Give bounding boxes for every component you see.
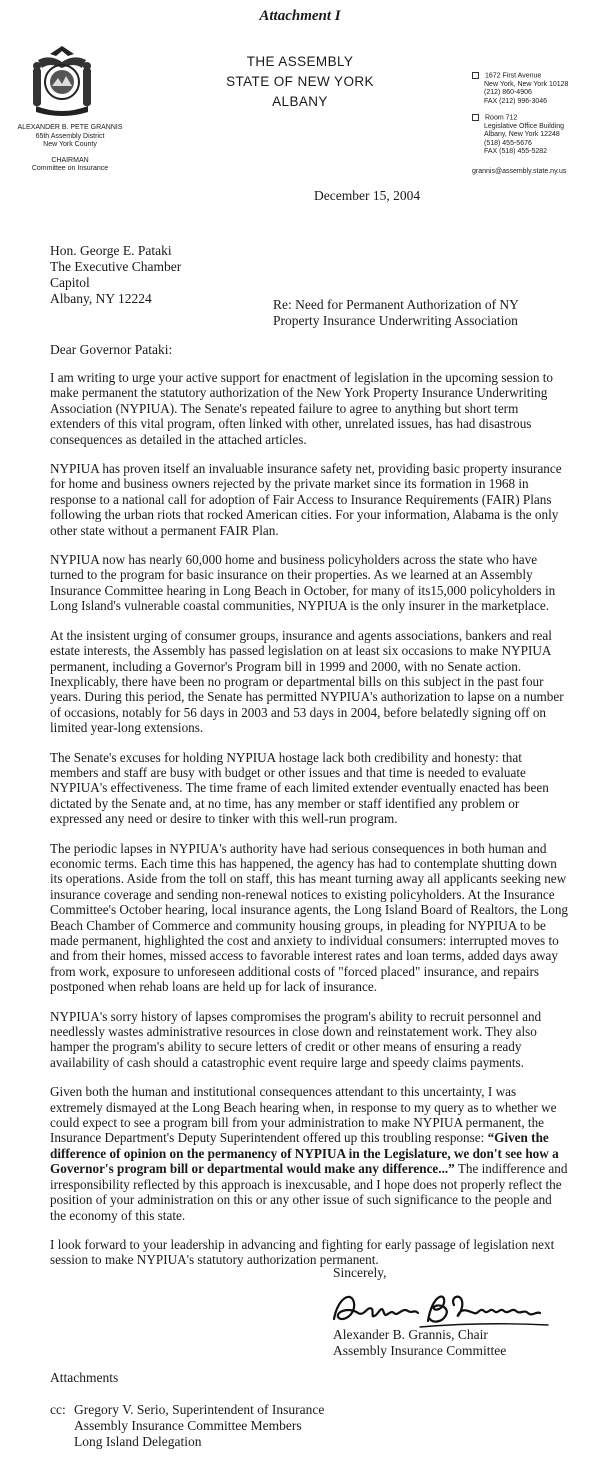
office2-fax: FAX (518) 455-5282: [484, 148, 548, 156]
email-address: grannis@assembly.state.ny.us: [472, 168, 567, 175]
attachment-title: Attachment I: [259, 8, 341, 24]
body-paragraph: NYPIUA now has nearly 60,000 home and business policyholders across the state who have turned to the program for basic insurance on their properties. As we learned at an Assembly Insurance Committee hearing in Long Beach in October, for many of its15,000 policyholders in Long Island's vulnerable coastal communities, NYPIUA is the only insurer in the marketplace.: [50, 552, 556, 614]
member-county: New York County: [43, 141, 97, 148]
office1-address1: 1672 First Avenue: [485, 72, 542, 80]
office2-phone: (518) 455-5676: [484, 139, 532, 147]
signature: [328, 1283, 558, 1333]
cc-recipient: Gregory V. Serio, Superintendent of Insurance: [74, 1402, 325, 1417]
body-paragraph: At the insistent urging of consumer groups, insurance and agents associations, bankers and real estate interests, the Assembly has passed legislation on at least six occasions to make NYPIUA permanent, including a Governor's Program bill in 1999 and 2000, with no Senate action. Inexplicably, there have been no program or departmental bills on this subject in the past four years. During this period, the Senate has permitted NYPIUA's authorization to lapse on a number of occasions, notably for 56 days in 2003 and 53 days in 2004, before belatedly signing off on limited year-long extensions.: [50, 627, 564, 736]
body-paragraph: I am writing to urge your active support for enactment of legislation in the upcoming session to make permanent the statutory authorization of the New York Property Insurance Underwriting Association (NYPIUA). The Senate's repeated failure to agree to anything but short term extenders of this vital program, often linked with other, unrelated issues, has had disastrous consequences as detailed in the attached articles.: [50, 370, 553, 447]
office2-address2: Legislative Office Building: [484, 122, 565, 130]
checkbox-icon: [472, 72, 479, 79]
member-district: 65th Assembly District: [35, 132, 105, 140]
member-name: ALEXANDER B. PETE GRANNIS: [17, 124, 123, 131]
letter-body: [50, 370, 570, 1282]
signer-name: Alexander B. Grannis, Chair: [333, 1327, 488, 1342]
attachments-label: Attachments: [50, 1370, 119, 1385]
letterhead-state: STATE OF NEW YORK: [226, 74, 374, 89]
district-office: [472, 72, 597, 106]
addressee-line: Albany, NY 12224: [50, 291, 152, 306]
cc-recipient: Long Island Delegation: [74, 1434, 202, 1449]
addressee-line: Capitol: [50, 275, 90, 290]
addressee-line: Hon. George E. Pataki: [50, 243, 172, 258]
chair-title: CHAIRMAN: [51, 156, 89, 164]
albany-office: [472, 114, 597, 157]
cc-list: [50, 1402, 324, 1450]
body-paragraph: NYPIUA's sorry history of lapses compromises the program's ability to recruit personnel and needlessly wastes administrative resources in close down and reinstatement work. They also hamper the program's ability to secure letters of credit or other means of ensuring a ready availability of cash should a catastrophic event require large and speedy claims payments.: [50, 1008, 542, 1070]
body-paragraph: The Senate's excuses for holding NYPIUA hostage lack both credibility and honesty: that members and staff are busy with budget or other issues and that time is needed to evaluate NYPIUA's effectiveness. The time frame of each limited extender eventually enacted has been dictated by the Senate and, at no time, has any member or staff identified any problem or expressed any need or desire to tinker with this well-run program.: [50, 749, 549, 827]
office1-address2: New York, New York 10128: [484, 80, 569, 88]
body-paragraph-quote: [50, 1084, 570, 1223]
cc-recipient: Assembly Insurance Committee Members: [74, 1418, 302, 1433]
quote-follow-up: The indifference and irresponsibility reflected by this approach is inexcusable, and I hope does not properly reflect the position of your administration on this or any other issue of such significance to the people and the economy of this state.: [50, 1161, 568, 1223]
body-paragraph: I look forward to your leadership in advancing and fighting for early passage of legislation next session to make NYPIUA's statutory authorization permanent.: [50, 1236, 555, 1268]
office2-address1: Room 712: [485, 114, 518, 122]
quote-lead-in: Given both the human and institutional consequences attendant to this uncertainty, I was extremely dismayed at the Long Beach hearing when, in response to my query as to whether we could expect to see a program bill from your administration to make NYPIUA permanent, the Insurance Department's Deputy Superintendent offered up this troubling response:: [50, 1084, 557, 1146]
letterhead-city: ALBANY: [272, 94, 328, 109]
signer-committee: Assembly Insurance Committee: [333, 1342, 507, 1358]
office2-address3: Albany, New York 12248: [484, 131, 560, 139]
salutation: Dear Governor Pataki:: [50, 342, 173, 357]
letter-date: December 15, 2004: [314, 188, 421, 203]
deputy-quote: “Given the difference of opinion on the permanency of NYPIUA in the Legislature, we don't see how a Governor's program bill or departmental would make any difference...”: [50, 1130, 559, 1177]
cc-label: cc:: [50, 1402, 66, 1417]
addressee-block: [50, 243, 181, 307]
state-seal-icon: [28, 42, 96, 118]
subject-line: [273, 297, 519, 329]
member-info: [6, 124, 134, 174]
office1-phone: (212) 860-4906: [484, 89, 532, 97]
closing: Sincerely,: [333, 1265, 387, 1280]
addressee-line: The Executive Chamber: [50, 259, 182, 274]
signer-block: [333, 1327, 506, 1358]
subject-line-1: Re: Need for Permanent Authorization of NY: [273, 297, 519, 312]
body-paragraph: NYPIUA has proven itself an invaluable insurance safety net, providing basic property insurance for home and business owners rejected by the private market since its formation in 1968 in response to a national call for adoption of Fair Access to Insurance Requirements (FAIR) Plans following the urban riots that rocked American cities. For your information, Alabama is the only other state without a permanent FAIR Plan.: [50, 461, 562, 538]
letterhead-assembly: THE ASSEMBLY: [246, 54, 354, 69]
subject-line-2: Property Insurance Underwriting Association: [273, 313, 518, 328]
checkbox-icon: [472, 114, 479, 121]
committee-name: Committee on Insurance: [31, 165, 109, 172]
office1-fax: FAX (212) 996-3046: [484, 97, 548, 105]
body-paragraph: The periodic lapses in NYPIUA's authority have had serious consequences in both human and economic terms. Each time this has happened, the agency has had to contemplate shutting down its operations. Aside from the toll on staff, this has meant turning away all applicants seeking new insurance coverage and sending non-renewal notices to existing policyholders. At the Insurance Committee's October hearing, local insurance agents, the Long Island Board of Realtors, the Long Beach Chamber of Commerce and community housing groups, in pleading for NYPIUA to be made permanent, highlighted the cost and anxiety to individual consumers: interrupted moves to and from their homes, missed access to favorable interest rates and loan terms, added days away from work, exposure to unforeseen additional costs of "forced placed" insurance, and repairs postponed when rehab loans are held up for lack of insurance.: [50, 840, 569, 995]
